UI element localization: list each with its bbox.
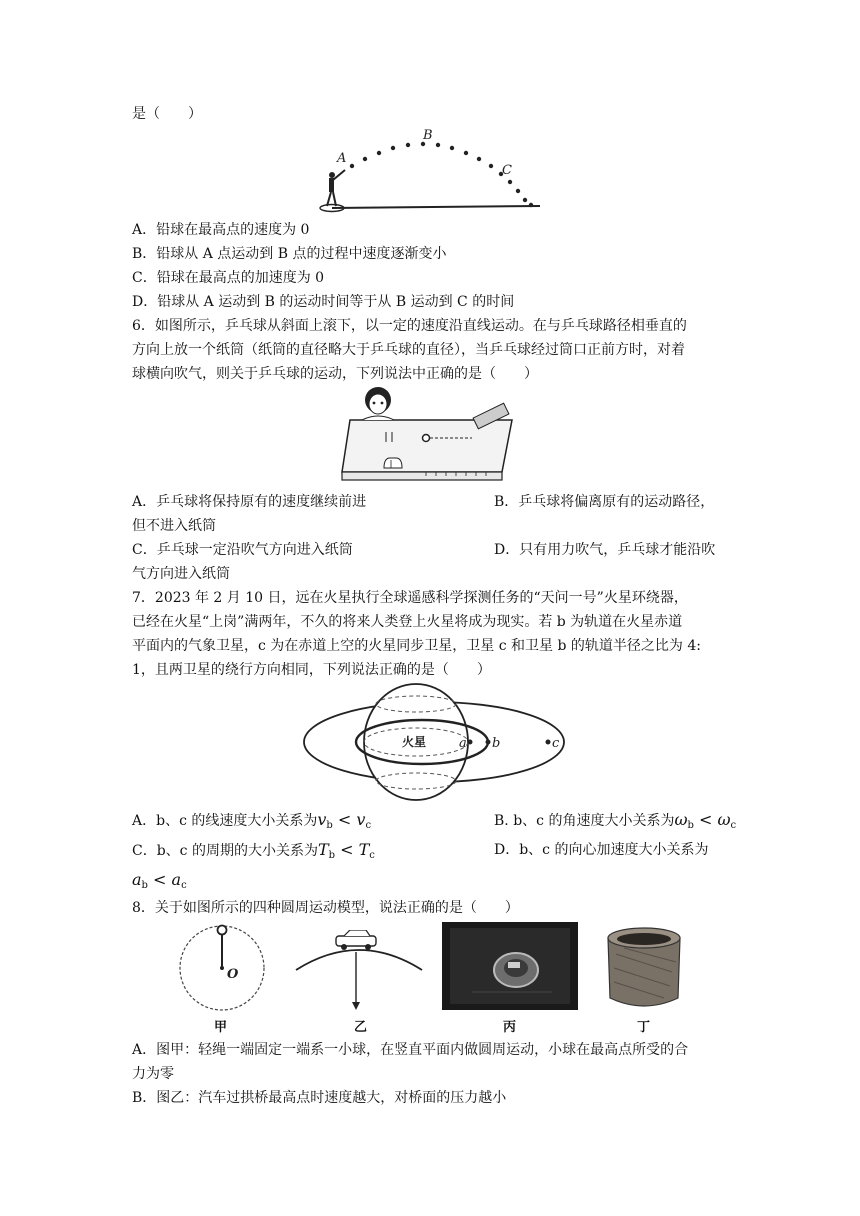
planet-label: 火星: [402, 735, 427, 749]
q8-option-a-line-2: 力为零: [132, 1066, 174, 1082]
q5-stem-tail: 是（ ）: [132, 106, 202, 122]
caption-ding: 丁: [637, 1019, 651, 1034]
figure-ding: [604, 924, 684, 1010]
figure-bing: [442, 922, 578, 1010]
q7-stem-line-1: 7．2023 年 2 月 10 日，远在火星执行全球遥感科学探测任务的“天问一号”火星环绕器，: [132, 590, 688, 606]
q5-option-c: C．铅球在最高点的加速度为 0: [132, 270, 325, 286]
q8-option-a-line-1: A．图甲：轻绳一端固定一端系一小球，在竖直平面内做圆周运动，小球在最高点所受的合: [132, 1042, 689, 1058]
q6-option-b-cont: 但不进入纸筒: [132, 518, 216, 534]
figure-yi: [294, 930, 424, 1016]
q6-stem-line-2: 方向上放一个纸筒（纸筒的直径略大于乒乓球的直径），当乒乓球经过筒口正前方时，对着: [132, 342, 685, 358]
q6-option-d-cont: 气方向进入纸筒: [132, 566, 230, 582]
q7-stem-line-4: 1，且两卫星的绕行方向相同，下列说法正确的是（ ）: [132, 662, 491, 678]
formula-accel: $a_b < a_c$: [132, 870, 187, 891]
label-c: c: [552, 736, 560, 751]
label-b: b: [492, 736, 501, 751]
q5-option-b: B．铅球从 A 点运动到 B 点的过程中速度逐渐变小: [132, 246, 447, 262]
formula-va-vc: $v_b < v_c$: [317, 810, 372, 831]
formula-omega: $\omega_b < \omega_c$: [674, 810, 737, 831]
q7-option-d: D．b、c 的向心加速度大小关系为: [494, 842, 709, 858]
q5-option-d: D．铅球从 A 运动到 B 的运动时间等于从 B 运动到 C 的时间: [132, 294, 515, 310]
caption-bing: 丙: [503, 1019, 517, 1034]
q7-stem-line-2: 已经在火星“上岗”满两年，不久的将来人类登上火星将成为现实。若 b 为轨道在火星赤道: [132, 614, 683, 630]
caption-jia: 甲: [214, 1019, 228, 1034]
q6-option-a: A．乒乓球将保持原有的速度继续前进: [132, 494, 367, 510]
q8-stem: 8．关于如图所示的四种圆周运动模型，说法正确的是（ ）: [132, 900, 519, 916]
formula-period: $T_b < T_c$: [317, 840, 375, 861]
label-o: O: [227, 967, 239, 982]
label-b: B: [423, 128, 433, 143]
figure-jia: [176, 922, 268, 1014]
q6-stem-line-1: 6．如图所示，乒乓球从斜面上滚下，以一定的速度沿直线运动。在与乒乓球路径相垂直的: [132, 318, 687, 334]
q6-option-c: C．乒乓球一定沿吹气方向进入纸筒: [132, 542, 353, 558]
ping-pong-figure: [336, 386, 524, 486]
q8-option-b: B．图乙：汽车过拱桥最高点时速度越大，对桥面的压力越小: [132, 1090, 507, 1106]
q6-option-d: D．只有用力吹气，乒乓球才能沿吹: [494, 542, 716, 558]
mars-orbit-figure: [296, 682, 568, 804]
caption-yi: 乙: [354, 1019, 368, 1034]
label-a: A: [337, 151, 347, 166]
q7-stem-line-3: 平面内的气象卫星，c 为在赤道上空的火星同步卫星，卫星 c 和卫星 b 的轨道半径之比为 4:: [132, 638, 701, 654]
q7-option-a: A．b、c 的线速度大小关系为$v_b < v_c$: [132, 810, 372, 831]
q5-option-a: A．铅球在最高点的速度为 0: [132, 222, 310, 238]
q7-option-b: B. b、c 的角速度大小关系为$\omega_b < \omega_c$: [494, 810, 737, 831]
label-a: a: [459, 736, 467, 751]
q6-stem-line-3: 球横向吹气，则关于乒乓球的运动，下列说法中正确的是（ ）: [132, 366, 538, 382]
q7-option-c: C．b、c 的周期的大小关系为$T_b < T_c$: [132, 840, 375, 861]
shot-put-figure: [318, 126, 548, 214]
q6-option-b: B．乒乓球将偏离原有的运动路径，: [494, 494, 715, 510]
label-c: C: [502, 163, 512, 178]
